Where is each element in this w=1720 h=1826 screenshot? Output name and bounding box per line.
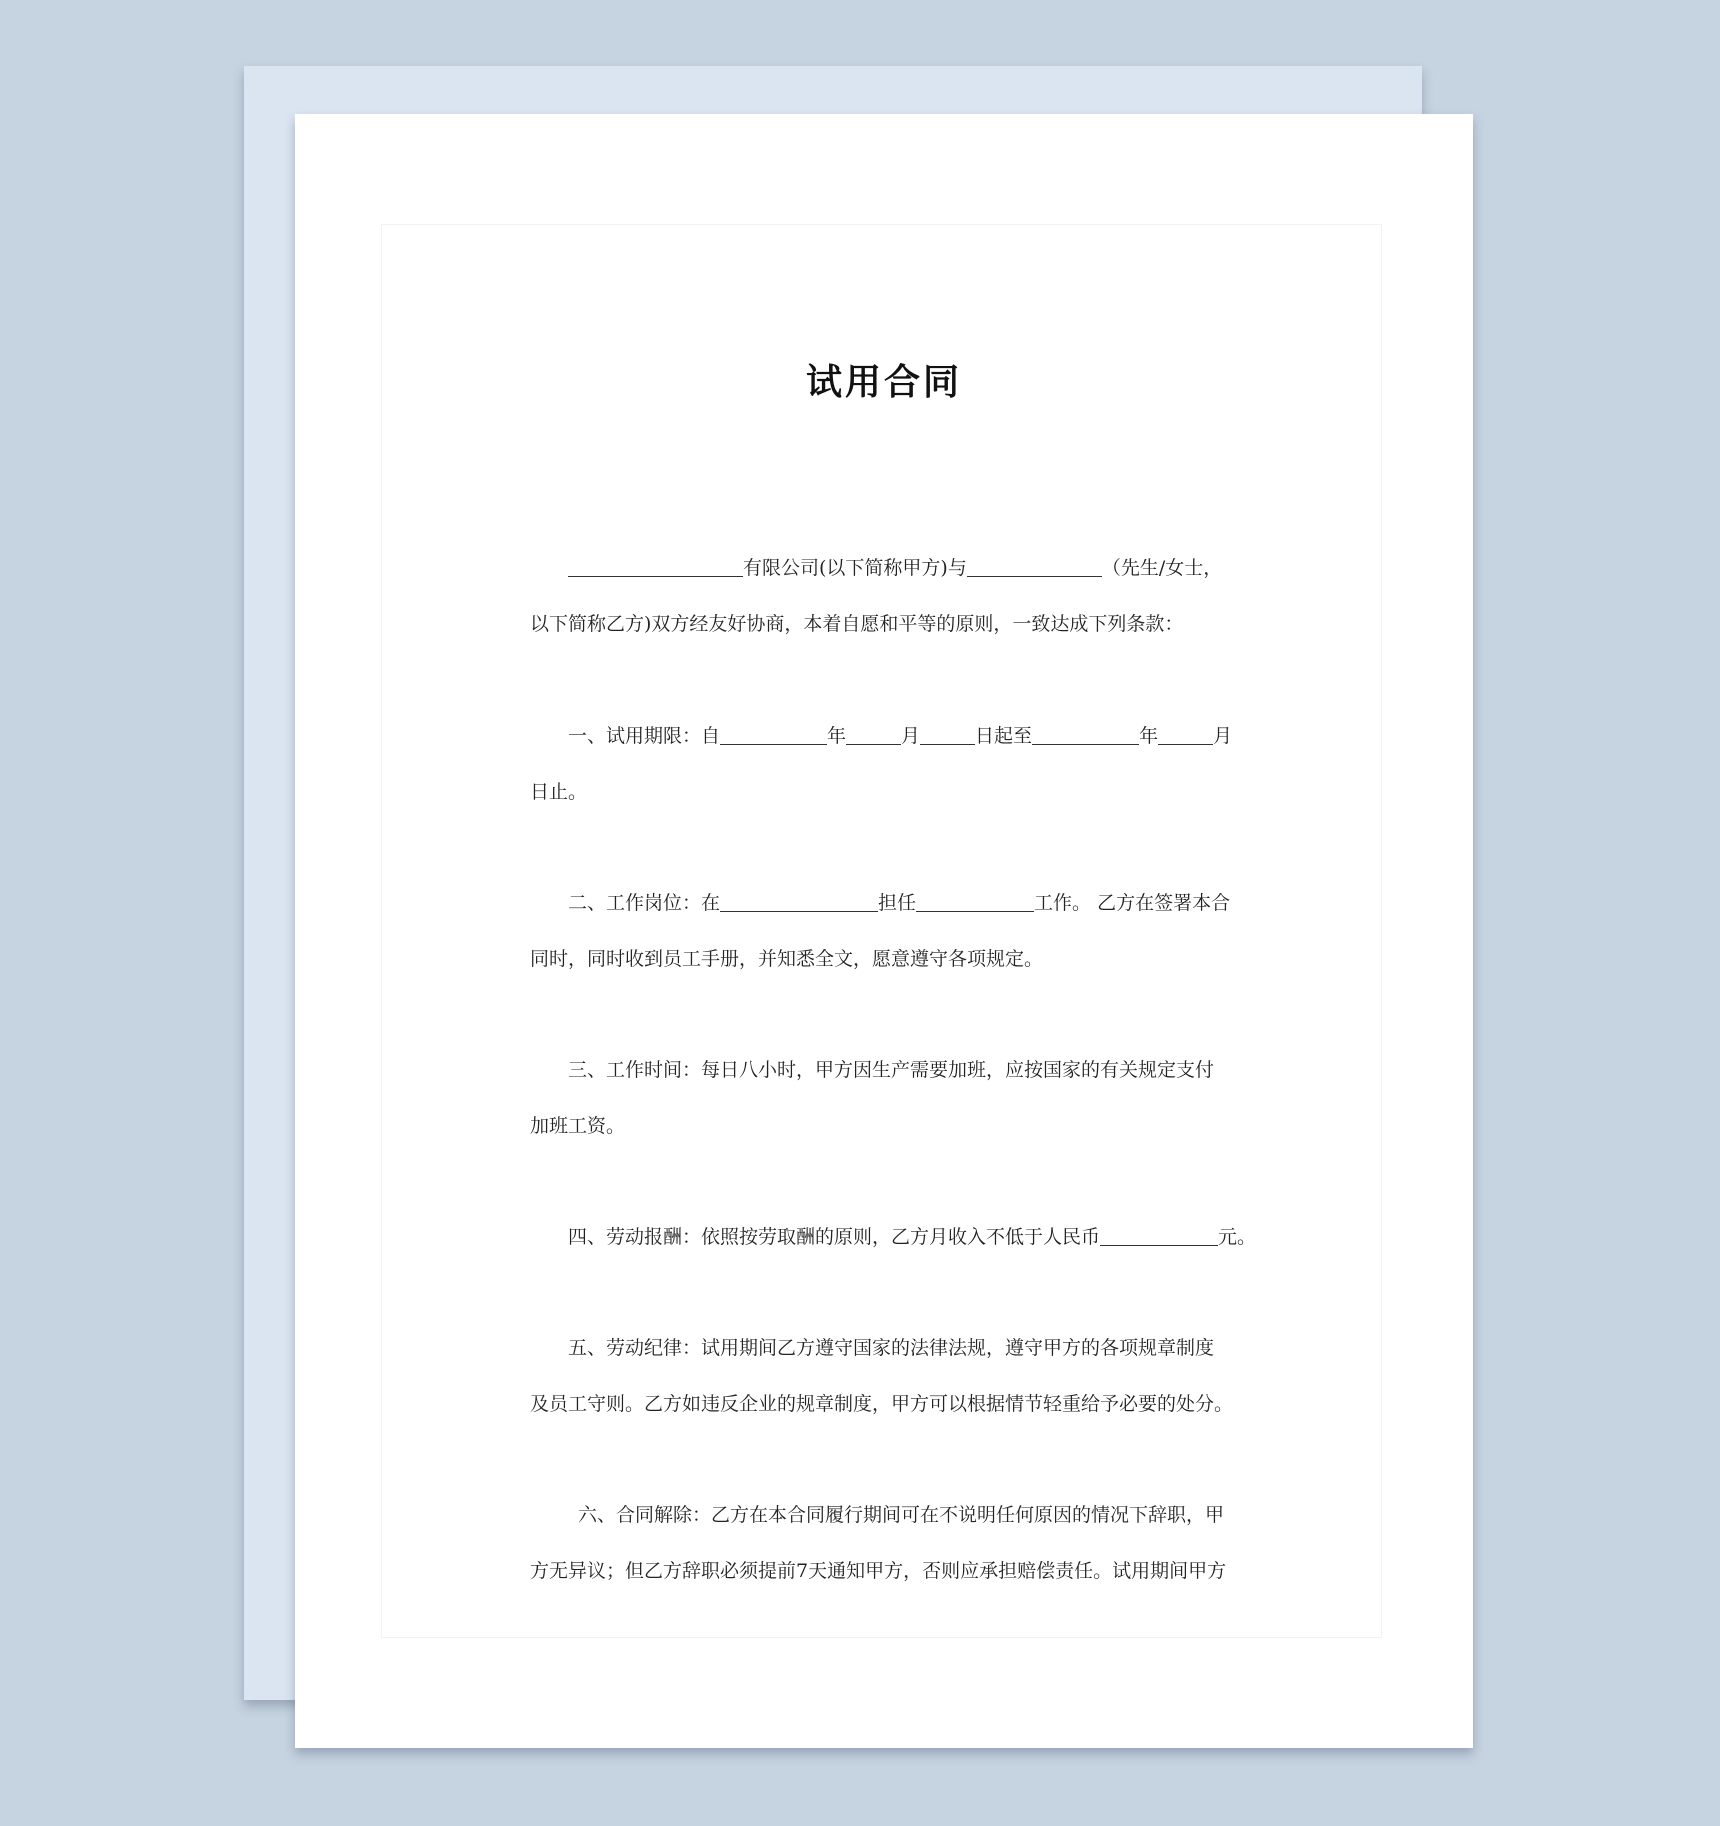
intro-line-2: 以下简称乙方)双方经友好协商，本着自愿和平等的原则，一致达成下列条款： bbox=[530, 613, 1184, 635]
start-year-blank[interactable] bbox=[720, 724, 827, 745]
clause-working-hours bbox=[530, 1042, 1240, 1154]
intro-line-1 bbox=[530, 540, 1240, 596]
employee-name-blank[interactable] bbox=[967, 556, 1102, 577]
clause3-line-1 bbox=[530, 1042, 1240, 1098]
end-year-blank[interactable] bbox=[1032, 724, 1139, 745]
clause6-line-1-text: 六、合同解除：乙方在本合同履行期间可在不说明任何原因的情况下辞职，甲 bbox=[578, 1504, 1225, 1526]
intro-company-text: 有限公司(以下简称甲方)与 bbox=[743, 557, 967, 579]
clause4-prefix: 四、劳动报酬：依照按劳取酬的原则，乙方月收入不低于人民币 bbox=[568, 1226, 1101, 1248]
clause-probation-period bbox=[530, 708, 1240, 820]
clause2-hold-label: 担任 bbox=[878, 892, 917, 914]
clause5-line-1-text: 五、劳动纪律：试用期间乙方遵守国家的法律法规，遵守甲方的各项规章制度 bbox=[568, 1337, 1215, 1359]
intro-gender-text: （先生/女士， bbox=[1101, 557, 1223, 579]
clause3-line-1-text: 三、工作时间：每日八小时，甲方因生产需要加班，应按国家的有关规定支付 bbox=[568, 1059, 1215, 1081]
clause4-suffix: 元。 bbox=[1218, 1226, 1257, 1248]
clause1-day-label: 日起至 bbox=[975, 725, 1033, 747]
clause3-line-2: 加班工资。 bbox=[530, 1115, 626, 1137]
clause6-line-2: 方无异议；但乙方辞职必须提前7天通知甲方，否则应承担赔偿责任。试用期间甲方 bbox=[530, 1560, 1227, 1582]
contract-page bbox=[295, 114, 1473, 1748]
clause-remuneration bbox=[530, 1209, 1257, 1265]
clause1-line-1 bbox=[530, 708, 1240, 764]
clause-labor-discipline bbox=[530, 1320, 1240, 1432]
clause-contract-termination bbox=[530, 1487, 1240, 1599]
clause5-line-2: 及员工守则。乙方如违反企业的规章制度，甲方可以根据情节轻重给予必要的处分。 bbox=[530, 1393, 1234, 1415]
clause1-year2-label: 年 bbox=[1139, 725, 1159, 747]
position-blank[interactable] bbox=[916, 891, 1034, 912]
clause5-line-1 bbox=[530, 1320, 1240, 1376]
end-month-blank[interactable] bbox=[1158, 724, 1213, 745]
salary-amount-blank[interactable] bbox=[1100, 1225, 1218, 1246]
start-day-blank[interactable] bbox=[920, 724, 975, 745]
start-month-blank[interactable] bbox=[846, 724, 901, 745]
clause-job-position bbox=[530, 875, 1240, 987]
company-name-blank[interactable] bbox=[568, 556, 743, 577]
clause2-prefix: 二、工作岗位：在 bbox=[568, 892, 721, 914]
clause1-month2-label: 月 bbox=[1213, 725, 1233, 747]
clause6-line-1 bbox=[530, 1487, 1240, 1543]
clause1-month-label: 月 bbox=[901, 725, 921, 747]
clause1-prefix: 一、试用期限：自 bbox=[568, 725, 721, 747]
clause4-line-1 bbox=[530, 1209, 1257, 1265]
clause1-line-2: 日止。 bbox=[530, 781, 588, 803]
document-title: 试用合同 bbox=[805, 362, 962, 403]
clause2-line-1 bbox=[530, 875, 1240, 931]
department-blank[interactable] bbox=[720, 891, 878, 912]
clause2-line-2: 同时，同时收到员工手册，并知悉全文，愿意遵守各项规定。 bbox=[530, 948, 1044, 970]
intro-paragraph bbox=[530, 540, 1240, 652]
clause2-work-text: 工作。 乙方在签署本合 bbox=[1034, 892, 1231, 914]
clause1-year-label: 年 bbox=[827, 725, 847, 747]
